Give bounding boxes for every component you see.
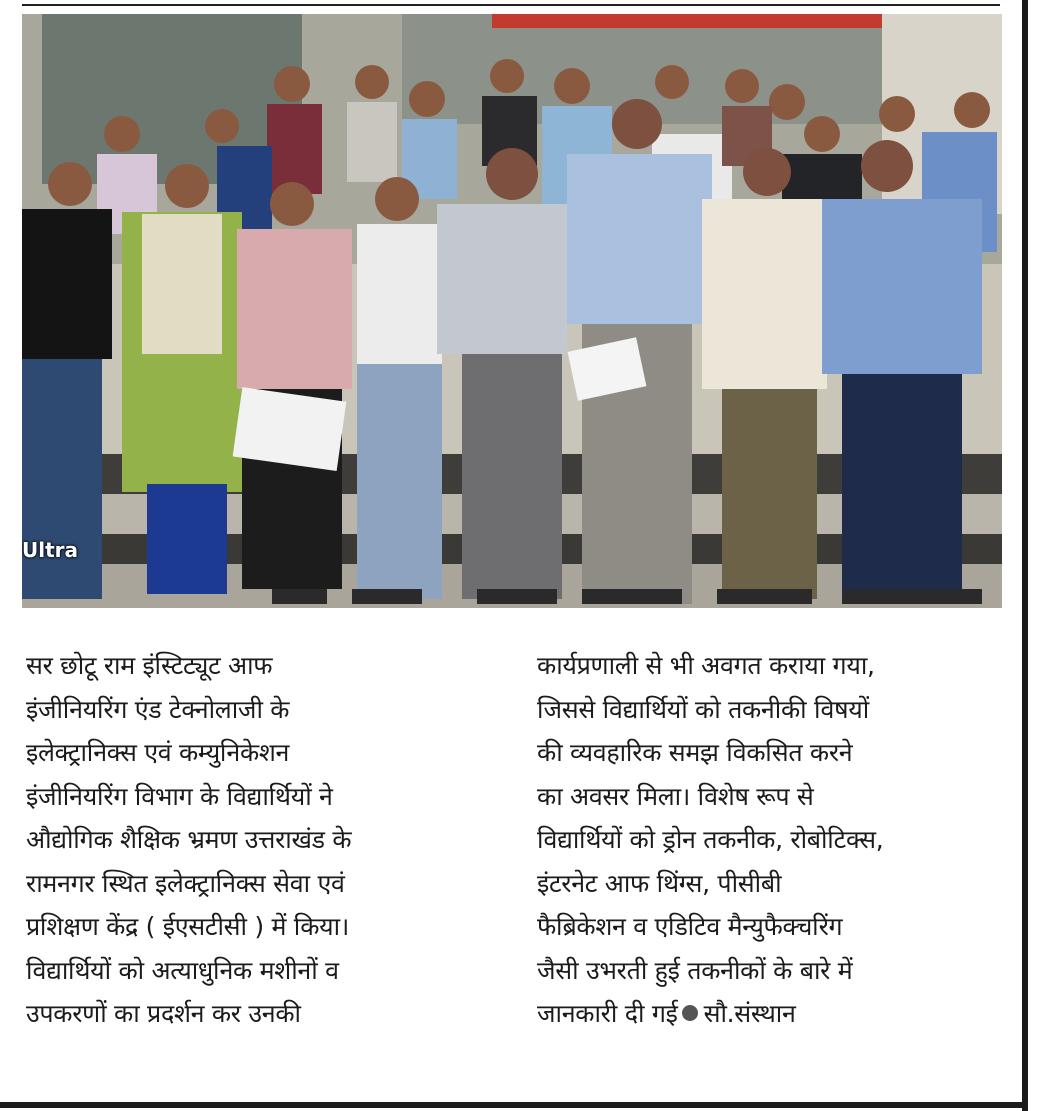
article-line: रामनगर स्थित इलेक्ट्रानिक्स सेवा एवं xyxy=(26,868,345,898)
article-line: विद्यार्थियों को अत्याधुनिक मशीनों व xyxy=(26,955,339,985)
article-line: का अवसर मिला। विशेष रूप से xyxy=(537,781,814,811)
article-line: इंजीनियरिंग एंड टेक्नोलाजी के xyxy=(26,694,290,724)
article-line: जिससे विद्यार्थियों को तकनीकी विषयों xyxy=(537,694,869,724)
article-line: इंजीनियरिंग विभाग के विद्यार्थियों ने xyxy=(26,781,333,811)
article-line: उपकरणों का प्रदर्शन कर उनकी xyxy=(26,999,301,1028)
source-credit: सौ.संस्थान xyxy=(703,999,796,1028)
article-line: विद्यार्थियों को ड्रोन तकनीक, रोबोटिक्स, xyxy=(537,825,884,854)
article-line: इंटरनेट आफ थिंग्स, पीसीबी xyxy=(537,868,782,898)
article-line: जैसी उभरती हुई तकनीकों के बारे में xyxy=(537,955,853,985)
group-photo-illustration xyxy=(22,14,1002,608)
article-line: प्रशिक्षण केंद्र ( ईएसटीसी ) में किया। xyxy=(26,912,349,941)
article-right-column xyxy=(537,644,1007,1036)
frame-border-bottom xyxy=(0,1102,1028,1108)
news-photo xyxy=(22,14,1002,608)
article-line: फैब्रिकेशन व एडिटिव मैन्युफैक्चरिंग xyxy=(537,912,843,941)
article-line: सर छोटू राम इंस्टिट्यूट आफ xyxy=(26,651,273,680)
article-line-text: जानकारी दी गई xyxy=(537,999,678,1028)
frame-border-right xyxy=(1022,0,1028,1111)
article-line: इलेक्ट्रानिक्स एवं कम्युनिकेशन xyxy=(26,738,290,767)
article-line: औद्योगिक शैक्षिक भ्रमण उत्तराखंड के xyxy=(26,825,352,854)
article-line: कार्यप्रणाली से भी अवगत कराया गया, xyxy=(537,651,875,680)
top-rule xyxy=(22,4,1000,6)
bullet-icon xyxy=(682,1005,698,1021)
article-line: की व्यवहारिक समझ विकसित करने xyxy=(537,738,853,767)
article-last-line xyxy=(537,992,1007,1036)
article-left-column xyxy=(26,644,496,1036)
photo-overlay-text: Ultra xyxy=(22,538,79,562)
